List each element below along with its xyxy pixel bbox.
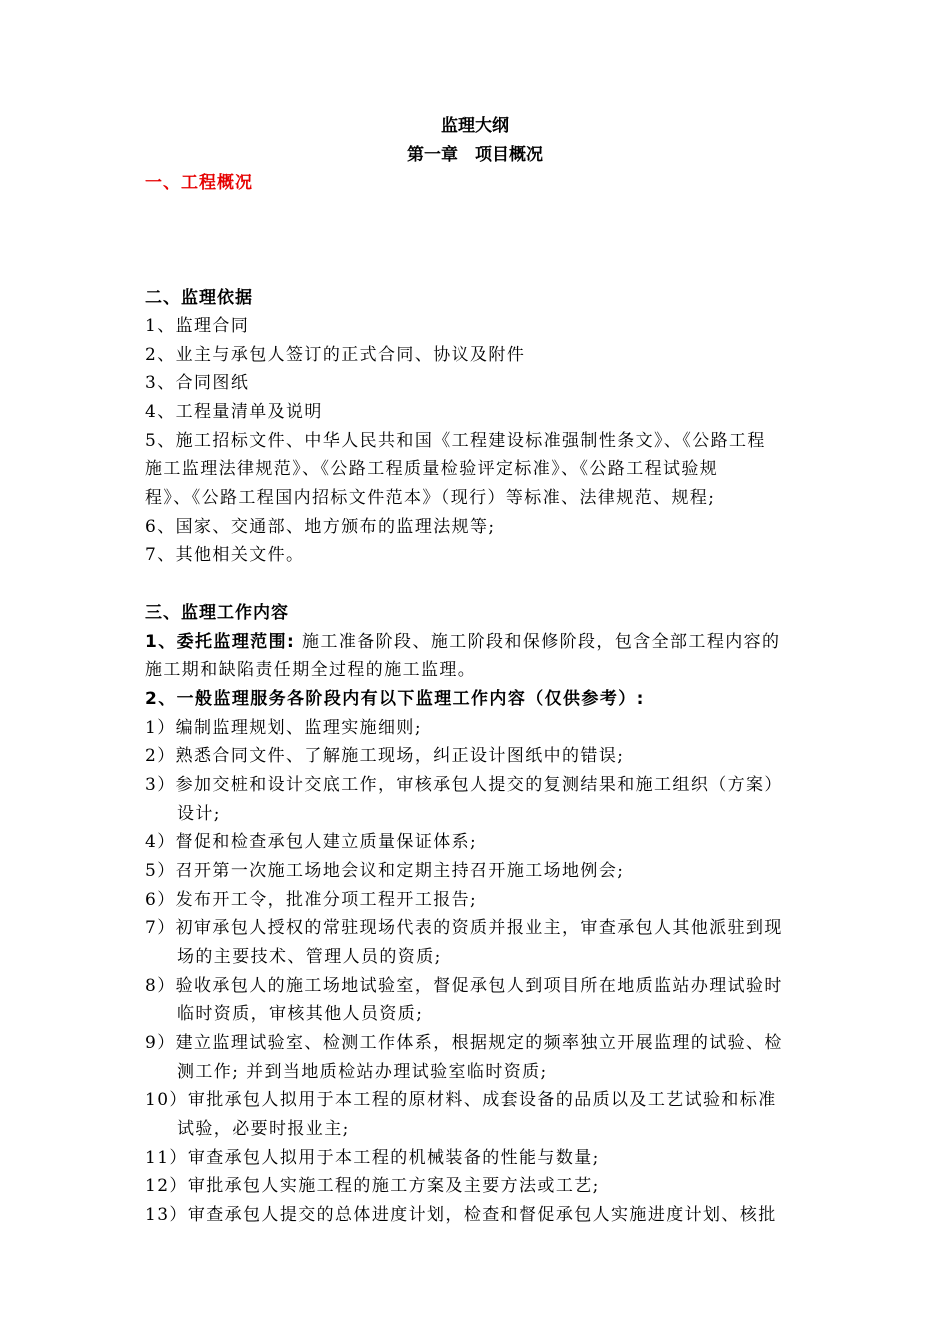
scope-text: 施工准备阶段、施工阶段和保修阶段，包含全部工程内容的 — [295, 632, 781, 652]
work-item: 7）初审承包人授权的常驻现场代表的资质并报业主，审查承包人其他派驻到现 — [145, 918, 783, 938]
work-item: 8）验收承包人的施工场地试验室，督促承包人到项目所在地质监站办理试验时 — [145, 976, 783, 996]
work-item: 11）审查承包人拟用于本工程的机械装备的性能与数量; — [145, 1148, 600, 1168]
work-item: 12）审批承包人实施工程的施工方案及主要方法或工艺; — [145, 1176, 600, 1196]
general-work-heading: 2、一般监理服务各阶段内有以下监理工作内容（仅供参考）: — [145, 689, 645, 709]
work-item: 6）发布开工令，批准分项工程开工报告; — [145, 890, 478, 910]
section-heading-overview: 一、工程概况 — [145, 173, 253, 193]
work-item: 1）编制监理规划、监理实施细则; — [145, 718, 422, 738]
work-item-continued: 试验，必要时报业主; — [177, 1119, 350, 1139]
basis-item: 5、施工招标文件、中华人民共和国《工程建设标准强制性条文》、《公路工程 — [145, 431, 766, 451]
basis-item-continued: 程》、《公路工程国内招标文件范本》（现行）等标准、法律规范、规程; — [145, 488, 716, 508]
basis-item: 2、业主与承包人签订的正式合同、协议及附件 — [145, 345, 526, 365]
work-item-continued: 场的主要技术、管理人员的资质; — [177, 947, 442, 967]
scope-label: 1、委托监理范围: — [145, 632, 296, 652]
chapter-heading: 第一章 项目概况 — [407, 145, 543, 165]
work-item-continued: 临时资质，审核其他人员资质; — [177, 1004, 424, 1024]
work-item: 10）审批承包人拟用于本工程的原材料、成套设备的品质以及工艺试验和标准 — [145, 1090, 777, 1110]
work-item-continued: 测工作; 并到当地质检站办理试验室临时资质; — [177, 1062, 548, 1082]
basis-item: 3、合同图纸 — [145, 373, 250, 393]
section-heading-work: 三、监理工作内容 — [145, 603, 289, 623]
basis-item: 7、其他相关文件。 — [145, 545, 305, 565]
basis-item-continued: 施工监理法律规范》、《公路工程质量检验评定标准》、《公路工程试验规 — [145, 459, 719, 479]
work-item: 5）召开第一次施工场地会议和定期主持召开施工场地例会; — [145, 861, 625, 881]
work-item: 13）审查承包人提交的总体进度计划，检查和督促承包人实施进度计划、核批 — [145, 1205, 777, 1225]
section-heading-basis: 二、监理依据 — [145, 288, 253, 308]
basis-item: 1、监理合同 — [145, 316, 250, 336]
document-title: 监理大纲 — [441, 116, 509, 136]
work-item: 3）参加交桩和设计交底工作，审核承包人提交的复测结果和施工组织（方案） — [145, 775, 783, 795]
scope-paragraph-continued: 施工期和缺陷责任期全过程的施工监理。 — [145, 660, 477, 680]
work-item: 2）熟悉合同文件、了解施工现场，纠正设计图纸中的错误; — [145, 746, 625, 766]
work-item-continued: 设计; — [177, 804, 221, 824]
basis-item: 4、工程量清单及说明 — [145, 402, 323, 422]
basis-item: 6、国家、交通部、地方颁布的监理法规等; — [145, 517, 496, 537]
scope-paragraph — [145, 630, 780, 654]
work-item: 9）建立监理试验室、检测工作体系，根据规定的频率独立开展监理的试验、检 — [145, 1033, 783, 1053]
work-item: 4）督促和检查承包人建立质量保证体系; — [145, 832, 478, 852]
